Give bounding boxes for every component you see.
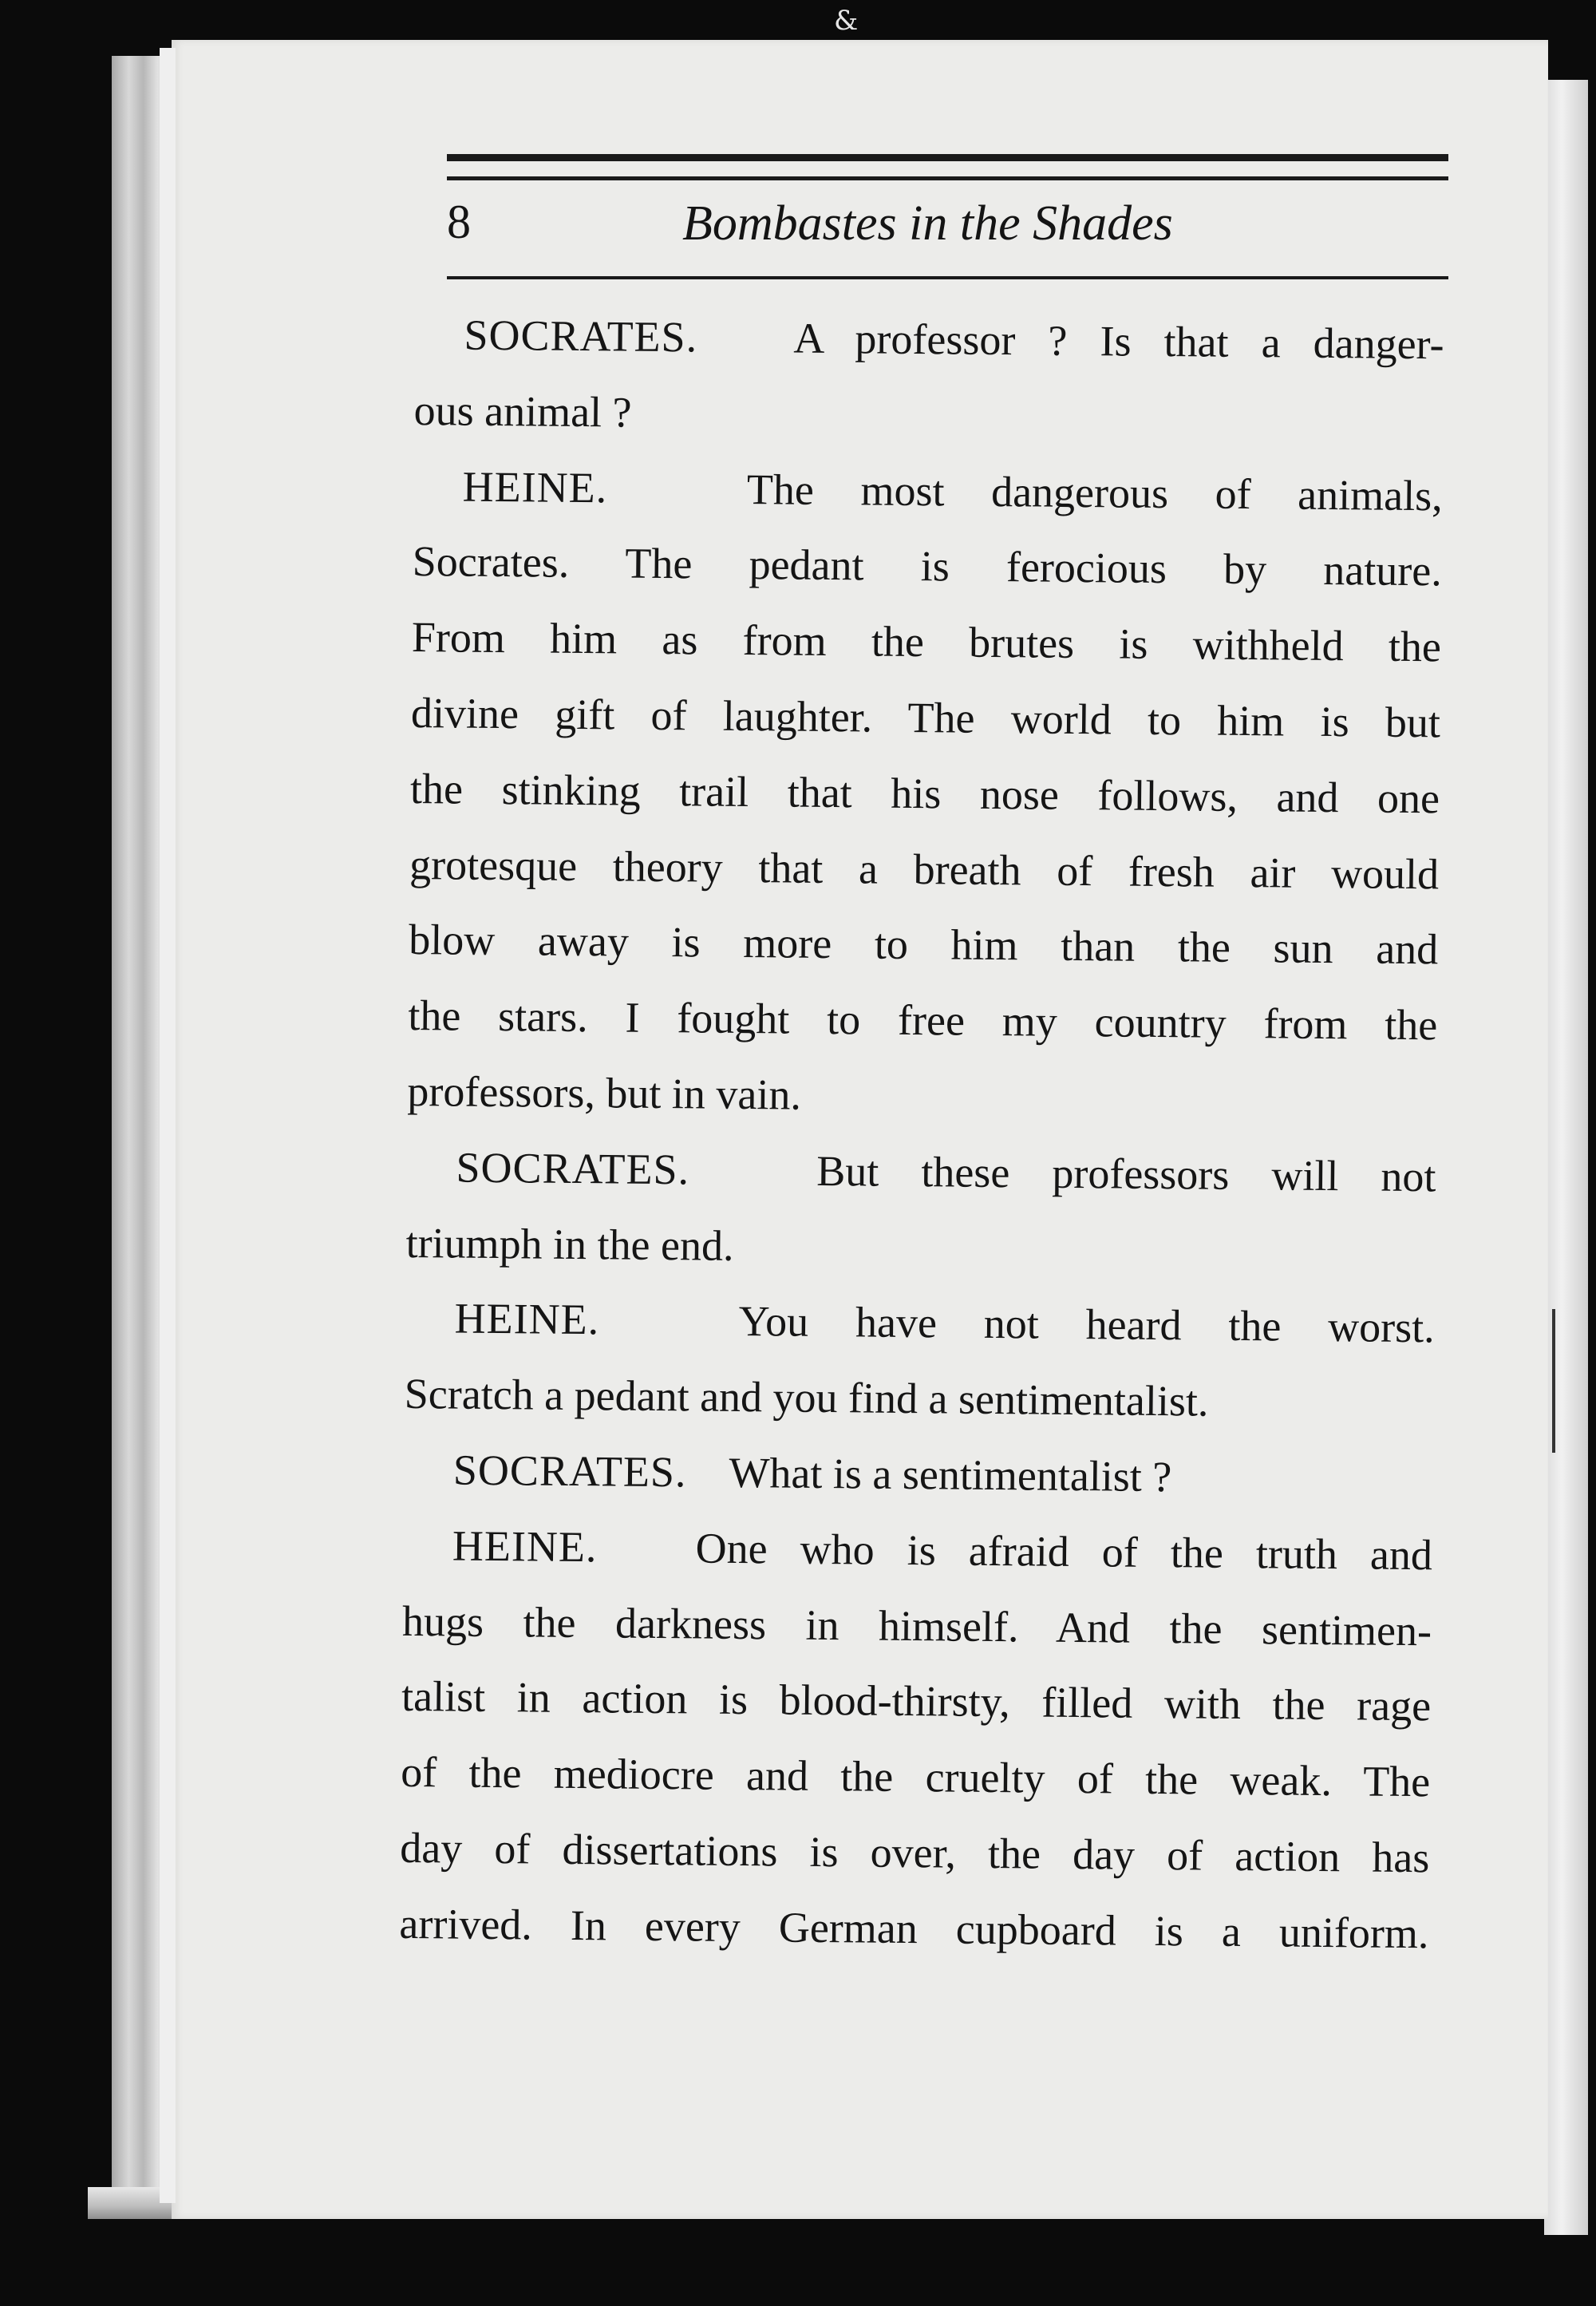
text-line <box>403 1508 1433 1593</box>
top-mark: & <box>834 5 859 37</box>
speaker-name: HEINE. <box>452 1521 598 1572</box>
text-line <box>411 675 1441 761</box>
text-line <box>414 297 1444 382</box>
header-underline <box>447 276 1448 279</box>
line-text: But these professors will not <box>816 1146 1436 1201</box>
line-text: The most dangerous of animals, <box>746 465 1443 520</box>
page-gutter <box>160 48 176 2203</box>
speaker-name: SOCRATES. <box>452 1446 687 1497</box>
text-line <box>407 1054 1437 1139</box>
body-text <box>399 297 1444 1972</box>
line-text: A professor ? Is that a danger- <box>793 314 1444 369</box>
text-line <box>401 1734 1431 1820</box>
line-text: Scratch a pedant and you find a sentimentalist. <box>404 1370 1209 1426</box>
line-text: arrived. In every German cupboard is a uniform. <box>399 1899 1429 1958</box>
line-text: divine gift of laughter. The world to him is but <box>410 688 1441 747</box>
text-line <box>412 524 1442 609</box>
line-text: day of dissertations is over, the day of action has <box>400 1823 1430 1882</box>
text-line <box>413 449 1443 534</box>
text-line <box>408 978 1438 1063</box>
text-line <box>405 1205 1436 1291</box>
text-line <box>400 1810 1430 1896</box>
speaker-name: SOCRATES. <box>464 310 698 362</box>
line-text: What is a sentimentalist ? <box>729 1448 1172 1501</box>
text-line <box>402 1583 1432 1668</box>
text-line <box>404 1356 1434 1442</box>
line-text: talist in action is blood-thirsty, filled with the rage <box>401 1672 1432 1730</box>
line-text: You have not heard the worst. <box>738 1297 1435 1352</box>
line-text: professors, but in vain. <box>407 1066 802 1119</box>
text-line <box>405 1280 1435 1366</box>
line-text: ous animal ? <box>413 386 632 437</box>
page-number: 8 <box>447 196 471 248</box>
line-text: One who is afraid of the truth and <box>695 1524 1433 1580</box>
speaker-name: HEINE. <box>454 1294 600 1344</box>
text-line <box>403 1432 1433 1517</box>
line-text: grotesque theory that a breath of fresh air would <box>409 840 1440 898</box>
text-line <box>410 751 1440 837</box>
right-page-edge <box>1544 80 1588 2235</box>
text-line <box>409 827 1440 912</box>
speaker-name: SOCRATES. <box>456 1143 690 1194</box>
text-line <box>406 1129 1436 1215</box>
line-text: the stars. I fought to free my country from the <box>408 991 1438 1050</box>
header-rule-thick <box>447 154 1448 161</box>
text-line <box>399 1886 1429 1972</box>
text-line <box>409 902 1439 987</box>
line-text: the stinking trail that his nose follows, and one <box>409 764 1440 823</box>
line-text: Socrates. The pedant is ferocious by nature. <box>412 537 1443 595</box>
running-title: Bombastes in the Shades <box>682 196 1173 251</box>
header-rule-thin <box>447 176 1448 180</box>
line-text: triumph in the end. <box>405 1218 734 1270</box>
line-text: of the mediocre and the cruelty of the weak. The <box>400 1748 1431 1806</box>
line-text: hugs the darkness in himself. And the sentimen- <box>401 1596 1432 1655</box>
line-text: blow away is more to him than the sun and <box>408 916 1439 974</box>
page-edge-shadow <box>1552 1309 1555 1453</box>
text-line <box>411 599 1441 685</box>
running-header <box>447 190 1448 262</box>
speaker-name: HEINE. <box>462 462 608 512</box>
line-text: From him as from the brutes is withheld the <box>411 613 1442 671</box>
text-line <box>413 373 1444 458</box>
text-line <box>401 1659 1432 1744</box>
